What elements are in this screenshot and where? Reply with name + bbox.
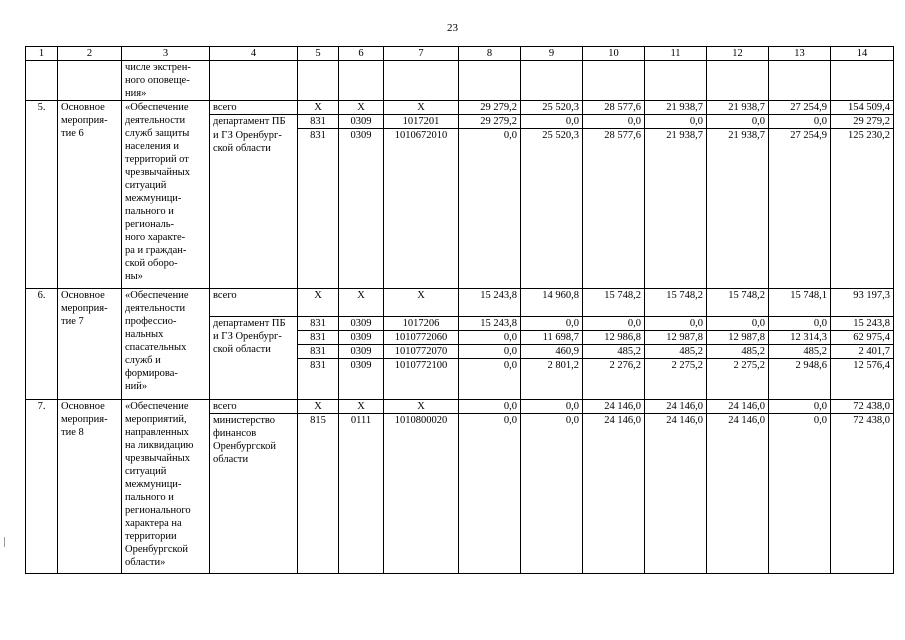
- value-cell: 21 938,7: [707, 101, 769, 115]
- value-cell: 2 275,2: [707, 359, 769, 400]
- section-cell: Х: [339, 400, 384, 414]
- column-header: 10: [583, 47, 645, 61]
- executor-cell: и ГЗ Оренбург- ской области: [210, 129, 298, 289]
- grbs-cell: 831: [298, 115, 339, 129]
- section-cell: 0111: [339, 414, 384, 574]
- table-row: [26, 400, 894, 414]
- value-cell: 485,2: [645, 345, 707, 359]
- section-cell: 0309: [339, 345, 384, 359]
- column-number-row: [26, 47, 894, 61]
- value-cell: 15 748,2: [645, 289, 707, 317]
- total-cell: 12 576,4: [831, 359, 894, 400]
- value-cell: 0,0: [459, 359, 521, 400]
- grbs-cell: Х: [298, 400, 339, 414]
- csr-cell: 1010772070: [384, 345, 459, 359]
- value-cell: 15 748,1: [769, 289, 831, 317]
- value-cell: 24 146,0: [645, 414, 707, 574]
- value-cell: 21 938,7: [645, 101, 707, 115]
- value-cell: 0,0: [459, 400, 521, 414]
- value-cell: 0,0: [459, 331, 521, 345]
- column-header: 9: [521, 47, 583, 61]
- row-number: 6.: [26, 289, 58, 400]
- value-cell: 0,0: [769, 317, 831, 331]
- value-cell: 29 279,2: [459, 101, 521, 115]
- grbs-cell: 831: [298, 345, 339, 359]
- total-cell: 154 509,4: [831, 101, 894, 115]
- row-number: 7.: [26, 400, 58, 574]
- total-cell: 62 975,4: [831, 331, 894, 345]
- value-cell: 12 987,8: [645, 331, 707, 345]
- value-cell: 2 276,2: [583, 359, 645, 400]
- column-header: 7: [384, 47, 459, 61]
- value-cell: 0,0: [459, 129, 521, 289]
- value-cell: 0,0: [645, 115, 707, 129]
- csr-cell: 1017206: [384, 317, 459, 331]
- value-cell: 29 279,2: [459, 115, 521, 129]
- page-number: 23: [447, 22, 458, 34]
- value-cell: 24 146,0: [707, 400, 769, 414]
- value-cell: 15 748,2: [583, 289, 645, 317]
- column-header: 12: [707, 47, 769, 61]
- value-cell: 27 254,9: [769, 129, 831, 289]
- value-cell: 27 254,9: [769, 101, 831, 115]
- column-header: 6: [339, 47, 384, 61]
- value-cell: 28 577,6: [583, 101, 645, 115]
- event-description: «Обеспечение мероприятий, направленных на ликвидацию чрезвычайных ситуаций межмуници- пального и регионального характера на территории Оренбургской области»: [122, 400, 210, 574]
- section-cell: 0309: [339, 331, 384, 345]
- executor-cell: всего: [210, 289, 298, 317]
- csr-cell: 1010672010: [384, 129, 459, 289]
- column-header: 2: [58, 47, 122, 61]
- value-cell: 24 146,0: [583, 414, 645, 574]
- value-cell: 485,2: [583, 345, 645, 359]
- budget-table: [25, 46, 894, 574]
- column-header: 4: [210, 47, 298, 61]
- value-cell: 24 146,0: [707, 414, 769, 574]
- grbs-cell: Х: [298, 289, 339, 317]
- value-cell: 12 986,8: [583, 331, 645, 345]
- value-cell: 0,0: [583, 317, 645, 331]
- value-cell: 0,0: [707, 317, 769, 331]
- grbs-cell: 831: [298, 129, 339, 289]
- event-description: «Обеспечение деятельности профессио- нальных спасательных служб и формирова- ний»: [122, 289, 210, 400]
- event-name: Основное мероприя- тие 8: [58, 400, 122, 574]
- section-cell: Х: [339, 101, 384, 115]
- total-cell: 93 197,3: [831, 289, 894, 317]
- csr-cell: 1010772060: [384, 331, 459, 345]
- value-cell: 2 801,2: [521, 359, 583, 400]
- section-cell: 0309: [339, 115, 384, 129]
- column-header: 1: [26, 47, 58, 61]
- grbs-cell: Х: [298, 101, 339, 115]
- value-cell: 28 577,6: [583, 129, 645, 289]
- value-cell: 0,0: [707, 115, 769, 129]
- column-header: 11: [645, 47, 707, 61]
- value-cell: 0,0: [459, 345, 521, 359]
- value-cell: 0,0: [521, 400, 583, 414]
- grbs-cell: 815: [298, 414, 339, 574]
- section-cell: 0309: [339, 129, 384, 289]
- value-cell: 24 146,0: [645, 400, 707, 414]
- total-cell: 72 438,0: [831, 414, 894, 574]
- column-header: 14: [831, 47, 894, 61]
- csr-cell: 1017201: [384, 115, 459, 129]
- executor-cell: всего: [210, 400, 298, 414]
- value-cell: 11 698,7: [521, 331, 583, 345]
- total-cell: 15 243,8: [831, 317, 894, 331]
- margin-mark: [4, 537, 5, 547]
- value-cell: 0,0: [459, 414, 521, 574]
- value-cell: 2 275,2: [645, 359, 707, 400]
- total-cell: 72 438,0: [831, 400, 894, 414]
- total-cell: 125 230,2: [831, 129, 894, 289]
- column-header: 8: [459, 47, 521, 61]
- value-cell: 0,0: [769, 115, 831, 129]
- value-cell: 0,0: [521, 317, 583, 331]
- column-header: 13: [769, 47, 831, 61]
- executor-cell: всего: [210, 101, 298, 115]
- section-cell: 0309: [339, 317, 384, 331]
- executor-cell: департамент ПБ: [210, 115, 298, 129]
- value-cell: 12 987,8: [707, 331, 769, 345]
- grbs-cell: 831: [298, 359, 339, 400]
- continuation-row: [26, 61, 894, 101]
- continuation-text: числе экстрен- ного оповеще- ния»: [122, 61, 210, 101]
- value-cell: 15 243,8: [459, 289, 521, 317]
- value-cell: 14 960,8: [521, 289, 583, 317]
- section-cell: 0309: [339, 359, 384, 400]
- value-cell: 2 948,6: [769, 359, 831, 400]
- value-cell: 15 243,8: [459, 317, 521, 331]
- executor-cell: департамент ПБ и ГЗ Оренбург- ской области: [210, 317, 298, 400]
- value-cell: 0,0: [645, 317, 707, 331]
- grbs-cell: 831: [298, 317, 339, 331]
- csr-cell: 1010772100: [384, 359, 459, 400]
- value-cell: 21 938,7: [645, 129, 707, 289]
- value-cell: 485,2: [707, 345, 769, 359]
- event-description: «Обеспечение деятельности служб защиты населения и территорий от чрезвычайных ситуаций межмуници- пального и региональ- ного характе- ра и граждан- ской оборо- ны»: [122, 101, 210, 289]
- total-cell: 2 401,7: [831, 345, 894, 359]
- value-cell: 460,9: [521, 345, 583, 359]
- value-cell: 0,0: [521, 115, 583, 129]
- csr-cell: Х: [384, 400, 459, 414]
- total-cell: 29 279,2: [831, 115, 894, 129]
- value-cell: 15 748,2: [707, 289, 769, 317]
- row-number: 5.: [26, 101, 58, 289]
- grbs-cell: 831: [298, 331, 339, 345]
- value-cell: 12 314,3: [769, 331, 831, 345]
- table-row: [26, 289, 894, 317]
- value-cell: 0,0: [769, 400, 831, 414]
- table-row: [26, 101, 894, 115]
- value-cell: 21 938,7: [707, 129, 769, 289]
- value-cell: 25 520,3: [521, 101, 583, 115]
- value-cell: 485,2: [769, 345, 831, 359]
- csr-cell: Х: [384, 289, 459, 317]
- column-header: 5: [298, 47, 339, 61]
- event-name: Основное мероприя- тие 7: [58, 289, 122, 400]
- event-name: Основное мероприя- тие 6: [58, 101, 122, 289]
- value-cell: 25 520,3: [521, 129, 583, 289]
- executor-cell: министерство финансов Оренбургской области: [210, 414, 298, 574]
- csr-cell: Х: [384, 101, 459, 115]
- column-header: 3: [122, 47, 210, 61]
- section-cell: Х: [339, 289, 384, 317]
- csr-cell: 1010800020: [384, 414, 459, 574]
- value-cell: 24 146,0: [583, 400, 645, 414]
- value-cell: 0,0: [583, 115, 645, 129]
- value-cell: 0,0: [521, 414, 583, 574]
- value-cell: 0,0: [769, 414, 831, 574]
